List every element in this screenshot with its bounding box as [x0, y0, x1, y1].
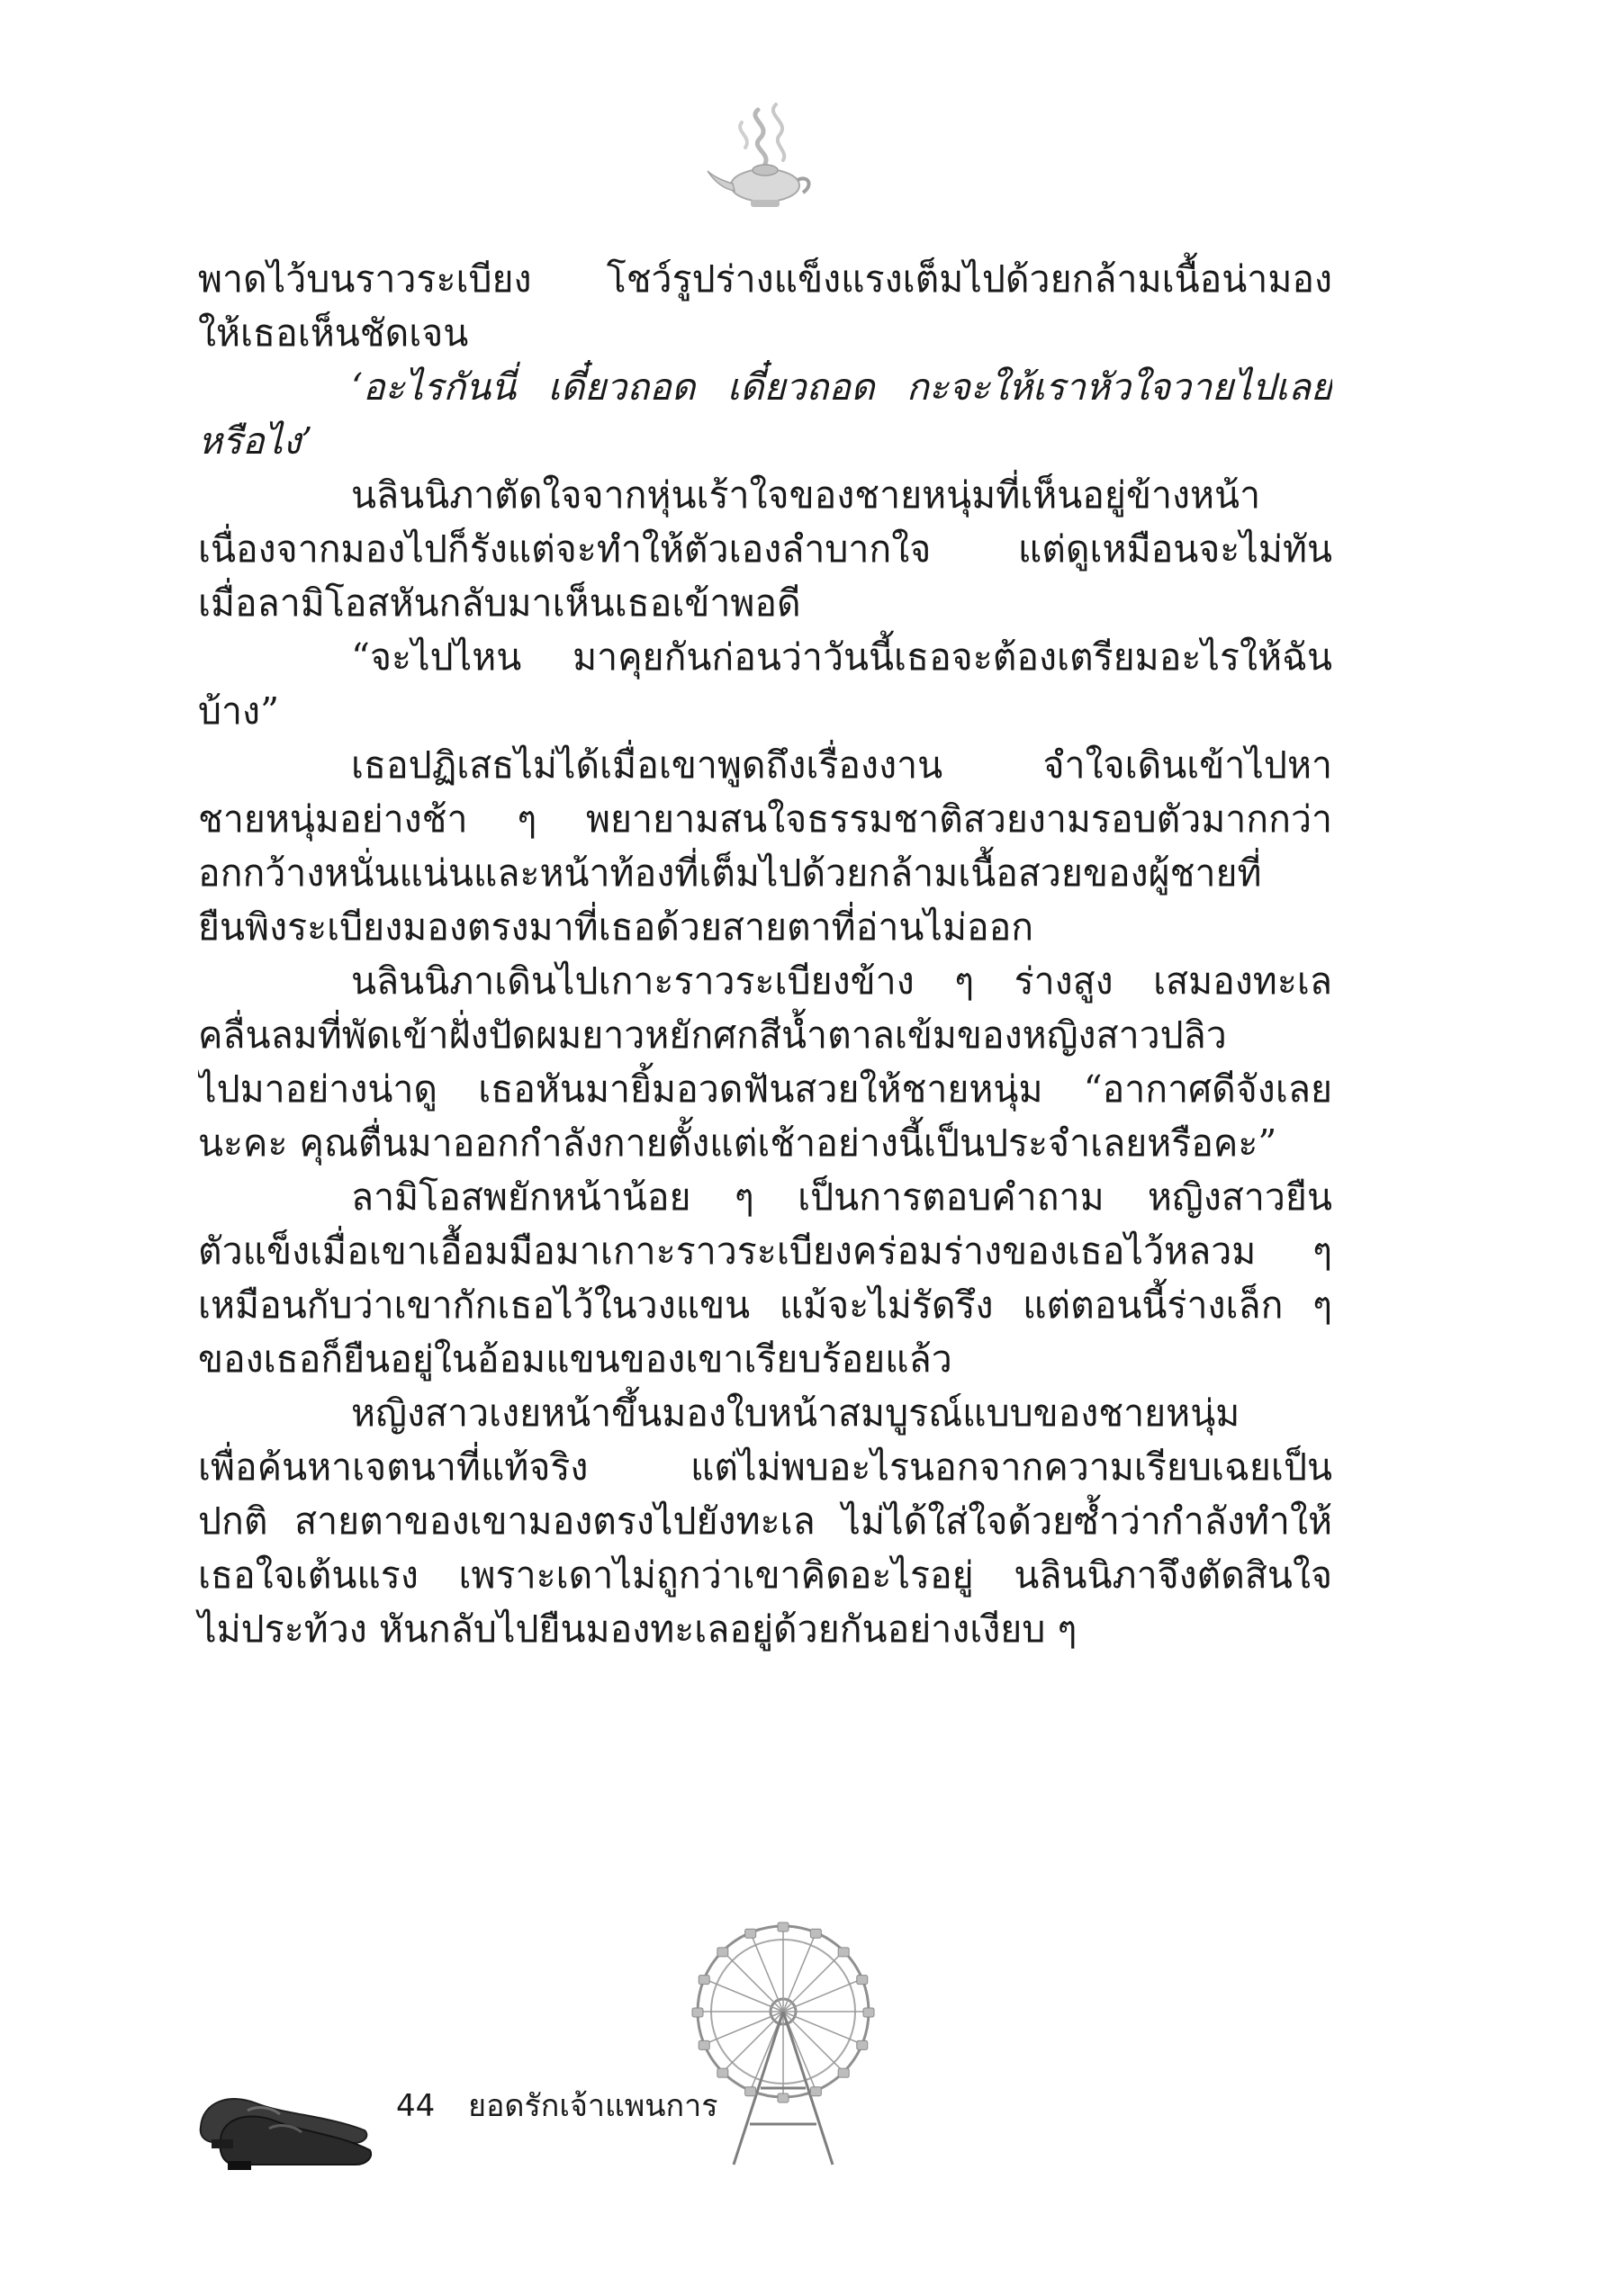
text-line: ไปมาอย่างน่าดู เธอหันมายิ้มอวดฟันสวยให้ชายหนุ่ม “อากาศดีจังเลย [198, 1067, 1332, 1111]
text-line: ตัวแข็งเมื่อเขาเอื้อมมือมาเกาะราวระเบียงคร่อมร่างของเธอไว้หลวม ๆ [198, 1229, 1332, 1273]
text-line: เพื่อค้นหาเจตนาที่แท้จริง แต่ไม่พบอะไรนอกจากความเรียบเฉยเป็น [198, 1445, 1332, 1489]
text-line: นลินนิภาตัดใจจากหุ่นเร้าใจของชายหนุ่มที่เห็นอยู่ข้างหน้า [351, 473, 1261, 517]
text-line: เธอใจเต้นแรง เพราะเดาไม่ถูกว่าเขาคิดอะไรอยู่ นลินนิภาจึงตัดสินใจ [198, 1553, 1332, 1597]
text-line: ให้เธอเห็นชัดเจน [198, 311, 469, 355]
book-title: ยอดรักเจ้าแพนการ [468, 2088, 718, 2124]
body-text [198, 252, 1332, 1656]
text-line: หรือไง’ [198, 419, 313, 463]
text-line: ไม่ประท้วง หันกลับไปยืนมองทะเลอยู่ด้วยกันอย่างเงียบ ๆ [198, 1607, 1078, 1651]
footer-text [396, 2088, 718, 2124]
text-line: เมื่อลามิโอสหันกลับมาเห็นเธอเข้าพอดี [198, 581, 801, 625]
teapot-ornament-icon [702, 99, 828, 216]
text-line: เนื่องจากมองไปก็รังแต่จะทำให้ตัวเองลำบากใจ แต่ดูเหมือนจะไม่ทัน [198, 527, 1332, 571]
text-line: พาดไว้บนราวระเบียง โชว์รูปร่างแข็งแรงเต็มไปด้วยกล้ามเนื้อน่ามอง [198, 257, 1332, 301]
shoes-illustration-icon [194, 2057, 374, 2174]
text-line: คลื่นลมที่พัดเข้าฝั่งปัดผมยาวหยักศกสีน้ำตาลเข้มของหญิงสาวปลิว [198, 1013, 1227, 1057]
text-line: ลามิโอสพยักหน้าน้อย ๆ เป็นการตอบคำถาม หญิงสาวยืน [351, 1175, 1332, 1219]
text-line: หญิงสาวเงยหน้าขึ้นมองใบหน้าสมบูรณ์แบบของชายหนุ่ม [351, 1391, 1240, 1435]
page-footer [0, 2007, 1605, 2187]
text-line: เธอปฏิเสธไม่ได้เมื่อเขาพูดถึงเรื่องงาน จำใจเดินเข้าไปหา [351, 743, 1332, 787]
text-line: อกกว้างหนั่นแน่นและหน้าท้องที่เต็มไปด้วยกล้ามเนื้อสวยของผู้ชายที่ [198, 851, 1262, 895]
text-line: นลินนิภาเดินไปเกาะราวระเบียงข้าง ๆ ร่างสูง เสมองทะเล [351, 959, 1332, 1003]
text-line: ยืนพิงระเบียงมองตรงมาที่เธอด้วยสายตาที่อ่านไม่ออก [198, 905, 1034, 949]
page-number: 44 [396, 2088, 436, 2124]
text-line: ปกติ สายตาของเขามองตรงไปยังทะเล ไม่ได้ใส่ใจด้วยซ้ำว่ากำลังทำให้ [198, 1499, 1332, 1543]
text-line: ‘อะไรกันนี่ เดี๋ยวถอด เดี๋ยวถอด กะจะให้เราหัวใจวายไปเลย [351, 365, 1332, 409]
text-line: นะคะ คุณตื่นมาออกกำลังกายตั้งแต่เช้าอย่างนี้เป็นประจำเลยหรือคะ” [198, 1121, 1277, 1165]
text-line: ชายหนุ่มอย่างช้า ๆ พยายามสนใจธรรมชาติสวยงามรอบตัวมากกว่า [198, 797, 1332, 841]
text-line: บ้าง” [198, 689, 280, 733]
ferris-wheel-illustration-icon [680, 1908, 887, 2169]
text-line: ของเธอก็ยืนอยู่ในอ้อมแขนของเขาเรียบร้อยแล้ว [198, 1337, 952, 1381]
text-line: “จะไปไหน มาคุยกันก่อนว่าวันนี้เธอจะต้องเตรียมอะไรให้ฉัน [351, 635, 1332, 679]
text-line: เหมือนกับว่าเขากักเธอไว้ในวงแขน แม้จะไม่รัดรึง แต่ตอนนี้ร่างเล็ก ๆ [198, 1283, 1332, 1327]
